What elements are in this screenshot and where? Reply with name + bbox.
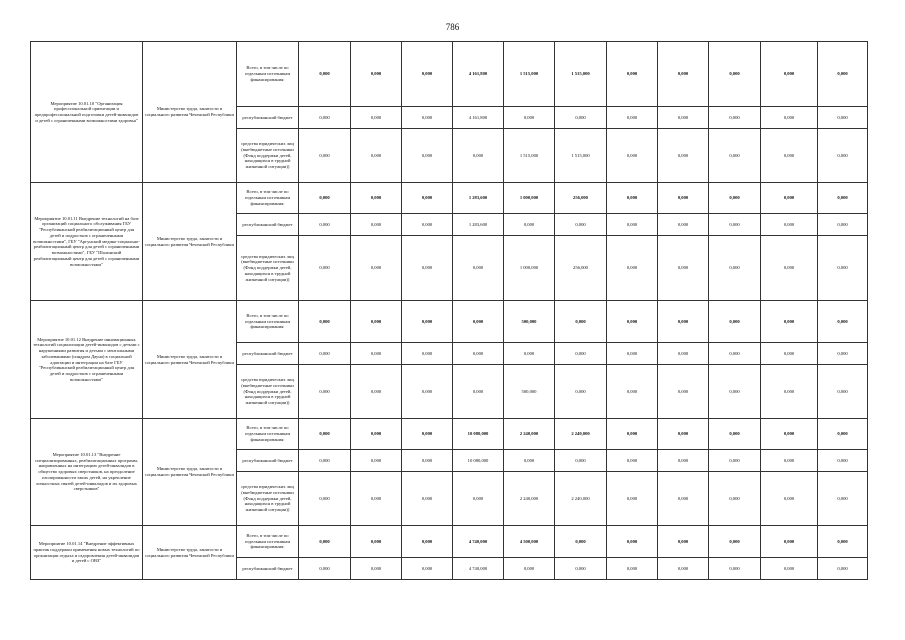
amount-cell: 0,000 [351, 365, 402, 419]
amount-cell: 0,000 [658, 343, 709, 365]
amount-cell: 0,000 [555, 107, 607, 129]
amount-cell: 0,000 [658, 183, 709, 214]
amount-cell: 0,000 [709, 450, 761, 472]
amount-cell: 256,000 [555, 183, 607, 214]
amount-cell: 1 515,000 [504, 129, 555, 183]
amount-cell: 0,000 [299, 526, 351, 558]
amount-cell: 0,000 [351, 419, 402, 450]
amount-cell: 0,000 [761, 558, 818, 580]
amount-cell: 0,000 [607, 214, 658, 236]
amount-cell: 1 000,000 [504, 183, 555, 214]
amount-cell: 0,000 [709, 129, 761, 183]
executor-name: Министерство труда, занятости и социального развития Чеченской Республики [143, 183, 237, 301]
amount-cell: 0,000 [818, 236, 868, 301]
amount-cell: 0,000 [453, 129, 504, 183]
amount-cell: 0,000 [607, 107, 658, 129]
amount-cell: 0,000 [402, 183, 453, 214]
amount-cell: 0,000 [402, 365, 453, 419]
amount-cell: 0,000 [299, 42, 351, 107]
amount-cell: 0,000 [299, 419, 351, 450]
amount-cell: 0,000 [351, 42, 402, 107]
amount-cell: 0,000 [709, 472, 761, 526]
amount-cell: 0,000 [351, 343, 402, 365]
amount-cell: 0,000 [299, 365, 351, 419]
amount-cell: 0,000 [761, 301, 818, 343]
amount-cell: 0,000 [402, 472, 453, 526]
amount-cell: 0,000 [555, 343, 607, 365]
amount-cell: 1 515,000 [555, 42, 607, 107]
amount-cell: 0,000 [818, 301, 868, 343]
amount-cell: 0,000 [351, 558, 402, 580]
amount-cell: 0,000 [658, 42, 709, 107]
table-body [31, 42, 868, 580]
amount-cell: 0,000 [658, 419, 709, 450]
amount-cell: 0,000 [299, 301, 351, 343]
amount-cell: 10 080,000 [453, 419, 504, 450]
amount-cell: 0,000 [818, 42, 868, 107]
amount-cell: 1 283,600 [453, 183, 504, 214]
amount-cell: 0,000 [658, 472, 709, 526]
amount-cell: 0,000 [709, 107, 761, 129]
funding-source: республиканский бюджет [237, 558, 299, 580]
amount-cell: 0,000 [402, 214, 453, 236]
amount-cell: 0,000 [555, 301, 607, 343]
table-row-total [31, 526, 868, 558]
amount-cell: 0,000 [351, 236, 402, 301]
amount-cell: 0,000 [709, 236, 761, 301]
amount-cell: 256,000 [555, 236, 607, 301]
amount-cell: 0,000 [761, 214, 818, 236]
amount-cell: 0,000 [555, 558, 607, 580]
amount-cell: 0,000 [658, 236, 709, 301]
amount-cell: 0,000 [555, 214, 607, 236]
amount-cell: 0,000 [299, 472, 351, 526]
amount-cell: 0,000 [818, 183, 868, 214]
executor-name: Министерство труда, занятости и социального развития Чеченской Республики [143, 419, 237, 526]
amount-cell: 0,000 [504, 214, 555, 236]
amount-cell: 0,000 [818, 343, 868, 365]
amount-cell: 0,000 [607, 301, 658, 343]
amount-cell: 0,000 [658, 107, 709, 129]
amount-cell: 0,000 [658, 301, 709, 343]
amount-cell: 0,000 [299, 214, 351, 236]
amount-cell: 0,000 [658, 558, 709, 580]
amount-cell: 0,000 [299, 343, 351, 365]
amount-cell: 0,000 [709, 214, 761, 236]
amount-cell: 0,000 [761, 472, 818, 526]
amount-cell: 0,000 [351, 129, 402, 183]
budget-table [30, 41, 868, 580]
funding-source: Всего, в том числе по отдельным источникам финансирования: [237, 419, 299, 450]
amount-cell: 4 161,800 [453, 107, 504, 129]
funding-source: средства юридических лиц (внебюджетные источники (Фонд поддержки детей, находящихся в трудной жизненной ситуации)) [237, 236, 299, 301]
amount-cell: 0,000 [709, 365, 761, 419]
amount-cell: 0,000 [402, 301, 453, 343]
amount-cell: 2 240,000 [504, 472, 555, 526]
amount-cell: 0,000 [299, 450, 351, 472]
amount-cell: 0,000 [658, 526, 709, 558]
amount-cell: 0,000 [402, 419, 453, 450]
table-row-total [31, 42, 868, 107]
measure-name: Мероприятие 10.01.13 "Внедрение специализированных, реабилитационных программ, направленных на интеграцию детей-инвалидов в общество здоровых сверстников, на преодоление изолированности таких детей, на укрепление личностных связей детей-инвалидов и их здоровых сверстников" [31, 419, 143, 526]
amount-cell: 1 283,600 [453, 214, 504, 236]
executor-name: Министерство труда, занятости и социального развития Чеченской Республики [143, 42, 237, 183]
amount-cell: 0,000 [709, 301, 761, 343]
amount-cell: 0,000 [504, 343, 555, 365]
amount-cell: 10 080,000 [453, 450, 504, 472]
measure-name: Мероприятие 10.01.14 "Внедрение эффективных практик поддержки применения новых технологий по организации отдыха и оздоровления детей-инвалидов и детей с ОВЗ" [31, 526, 143, 580]
amount-cell: 0,000 [299, 129, 351, 183]
amount-cell: 4 500,000 [504, 526, 555, 558]
funding-source: республиканский бюджет [237, 343, 299, 365]
amount-cell: 0,000 [607, 183, 658, 214]
amount-cell: 0,000 [607, 42, 658, 107]
amount-cell: 1 000,000 [504, 236, 555, 301]
amount-cell: 0,000 [555, 450, 607, 472]
amount-cell: 0,000 [761, 450, 818, 472]
amount-cell: 0,000 [818, 365, 868, 419]
amount-cell: 0,000 [453, 365, 504, 419]
amount-cell: 500,000 [504, 365, 555, 419]
table-row-total [31, 419, 868, 450]
amount-cell: 0,000 [658, 214, 709, 236]
amount-cell: 0,000 [607, 419, 658, 450]
amount-cell: 1 515,000 [504, 42, 555, 107]
executor-name: Министерство труда, занятости и социального развития Чеченской Республики [143, 301, 237, 419]
amount-cell: 0,000 [709, 343, 761, 365]
amount-cell: 0,000 [351, 450, 402, 472]
amount-cell: 0,000 [818, 107, 868, 129]
amount-cell: 0,000 [453, 236, 504, 301]
amount-cell: 0,000 [818, 558, 868, 580]
amount-cell: 0,000 [709, 42, 761, 107]
amount-cell: 0,000 [351, 301, 402, 343]
funding-source: Всего, в том числе по отдельным источникам финансирования: [237, 42, 299, 107]
amount-cell: 0,000 [709, 183, 761, 214]
amount-cell: 0,000 [299, 558, 351, 580]
amount-cell: 0,000 [658, 365, 709, 419]
amount-cell: 0,000 [453, 301, 504, 343]
amount-cell: 0,000 [402, 236, 453, 301]
amount-cell: 0,000 [351, 526, 402, 558]
measure-name: Мероприятие 10.01.12 Внедрение инновационных технологий социализации детей-инвалидов с детьми с нарушениями развития и детьми с ментальными заболеваниями (синдром Дауна) в социальной адаптации и интеграции на базе ГБУ "Республиканский реабилитационный центр для детей и подростков с ограниченными возможностями" [31, 301, 143, 419]
amount-cell: 0,000 [607, 526, 658, 558]
funding-source: Всего, в том числе по отдельным источникам финансирования: [237, 301, 299, 343]
amount-cell: 0,000 [299, 107, 351, 129]
funding-source: республиканский бюджет [237, 107, 299, 129]
measure-name: Мероприятие 10.01.11 Внедрение технологий на базе организаций социального обслуживания ГБУ "Республиканский реабилитационный центр для детей и подростков с ограниченными возможностями", ГБУ "Аргунский медико-социально-реабилитационный центр для детей с ограниченными возможностями", ГБУ "Шалинский реабилитационный центр для детей с ограниченными возможностями" [31, 183, 143, 301]
amount-cell: 0,000 [555, 365, 607, 419]
amount-cell: 0,000 [299, 183, 351, 214]
amount-cell: 0,000 [818, 129, 868, 183]
amount-cell: 2 240,000 [504, 419, 555, 450]
amount-cell: 0,000 [761, 129, 818, 183]
amount-cell: 0,000 [453, 343, 504, 365]
amount-cell: 0,000 [607, 129, 658, 183]
amount-cell: 0,000 [402, 129, 453, 183]
amount-cell: 500,000 [504, 301, 555, 343]
amount-cell: 0,000 [761, 526, 818, 558]
executor-name: Министерство труда, занятости и социального развития Чеченской Республики [143, 526, 237, 580]
amount-cell: 0,000 [818, 214, 868, 236]
amount-cell: 0,000 [607, 236, 658, 301]
amount-cell: 2 240,000 [555, 472, 607, 526]
amount-cell: 0,000 [607, 343, 658, 365]
amount-cell: 0,000 [761, 365, 818, 419]
amount-cell: 0,000 [402, 107, 453, 129]
amount-cell: 0,000 [658, 450, 709, 472]
amount-cell: 0,000 [818, 450, 868, 472]
amount-cell: 0,000 [818, 526, 868, 558]
funding-source: Всего, в том числе по отдельным источникам финансирования: [237, 183, 299, 214]
amount-cell: 0,000 [709, 526, 761, 558]
amount-cell: 0,000 [453, 472, 504, 526]
funding-source: республиканский бюджет [237, 450, 299, 472]
amount-cell: 0,000 [761, 419, 818, 450]
amount-cell: 0,000 [607, 365, 658, 419]
amount-cell: 0,000 [709, 558, 761, 580]
amount-cell: 0,000 [658, 129, 709, 183]
amount-cell: 0,000 [761, 343, 818, 365]
amount-cell: 0,000 [504, 450, 555, 472]
funding-source: Всего, в том числе по отдельным источникам финансирования: [237, 526, 299, 558]
amount-cell: 0,000 [761, 42, 818, 107]
amount-cell: 0,000 [818, 472, 868, 526]
funding-source: средства юридических лиц (внебюджетные источники (Фонд поддержки детей, находящихся в трудной жизненной ситуации)) [237, 472, 299, 526]
amount-cell: 0,000 [607, 472, 658, 526]
amount-cell: 0,000 [402, 343, 453, 365]
amount-cell: 4 161,800 [453, 42, 504, 107]
amount-cell: 0,000 [761, 107, 818, 129]
table-row-total [31, 301, 868, 343]
amount-cell: 4 740,000 [453, 526, 504, 558]
page-number: 786 [445, 22, 460, 32]
amount-cell: 4 740,000 [453, 558, 504, 580]
amount-cell: 0,000 [351, 214, 402, 236]
amount-cell: 0,000 [402, 558, 453, 580]
amount-cell: 1 515,000 [555, 129, 607, 183]
amount-cell: 0,000 [504, 558, 555, 580]
amount-cell: 0,000 [709, 419, 761, 450]
amount-cell: 0,000 [351, 107, 402, 129]
amount-cell: 0,000 [818, 419, 868, 450]
amount-cell: 0,000 [607, 558, 658, 580]
amount-cell: 0,000 [299, 236, 351, 301]
amount-cell: 0,000 [402, 42, 453, 107]
amount-cell: 2 240,000 [555, 419, 607, 450]
table-row-total [31, 183, 868, 214]
funding-source: средства юридических лиц (внебюджетные источники (Фонд поддержки детей, находящихся в трудной жизненной ситуации)) [237, 129, 299, 183]
amount-cell: 0,000 [402, 526, 453, 558]
amount-cell: 0,000 [761, 183, 818, 214]
amount-cell: 0,000 [402, 450, 453, 472]
amount-cell: 0,000 [504, 107, 555, 129]
funding-source: средства юридических лиц (внебюджетные источники (Фонд поддержки детей, находящихся в трудной жизненной ситуации)) [237, 365, 299, 419]
amount-cell: 0,000 [555, 526, 607, 558]
amount-cell: 0,000 [351, 472, 402, 526]
amount-cell: 0,000 [351, 183, 402, 214]
measure-name: Мероприятие 10.01.10 "Организация профессиональной ориентации и предпрофессиональной подготовки детей-инвалидов и детей с ограниченными возможностями здоровья" [31, 42, 143, 183]
funding-source: республиканский бюджет [237, 214, 299, 236]
amount-cell: 0,000 [761, 236, 818, 301]
amount-cell: 0,000 [607, 450, 658, 472]
